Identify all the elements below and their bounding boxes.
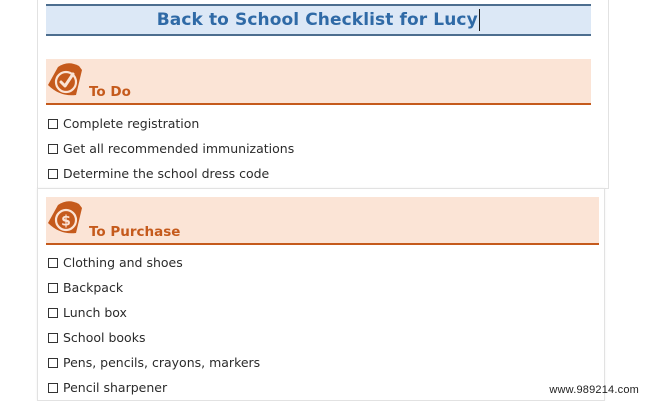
- checkbox[interactable]: [48, 258, 58, 268]
- item-label: Clothing and shoes: [63, 255, 183, 270]
- title-band[interactable]: [46, 4, 591, 36]
- list-item: [48, 161, 294, 186]
- list-item: [48, 325, 260, 350]
- list-item: [48, 136, 294, 161]
- checklist-page-top: [37, 0, 609, 189]
- list-item: [48, 350, 260, 375]
- checkbox[interactable]: [48, 358, 58, 368]
- checkbox[interactable]: [48, 333, 58, 343]
- to-purchase-list: [48, 250, 260, 400]
- checkbox[interactable]: [48, 308, 58, 318]
- item-label: Backpack: [63, 280, 124, 295]
- to-do-list: [48, 111, 294, 186]
- list-item: [48, 275, 260, 300]
- list-item: [48, 375, 260, 400]
- text-cursor: [479, 9, 481, 31]
- item-label: Determine the school dress code: [63, 166, 270, 181]
- watermark: www.989214.com: [549, 384, 639, 396]
- item-label: Pens, pencils, crayons, markers: [63, 355, 261, 370]
- section-title: To Do: [89, 84, 131, 100]
- checkbox[interactable]: [48, 283, 58, 293]
- list-item: [48, 111, 294, 136]
- section-title: To Purchase: [89, 224, 181, 240]
- checkbox[interactable]: [48, 169, 58, 179]
- checklist-page-bottom: [37, 188, 605, 401]
- checkbox[interactable]: [48, 119, 58, 129]
- checkbox[interactable]: [48, 383, 58, 393]
- section-header-to-purchase: [46, 197, 599, 245]
- list-item: [48, 250, 260, 275]
- document-title[interactable]: Back to School Checklist for Lucy: [156, 10, 478, 30]
- checkmark-circle-icon: [46, 61, 86, 101]
- svg-text:$: $: [61, 213, 71, 230]
- item-label: Pencil sharpener: [63, 380, 168, 395]
- checkbox[interactable]: [48, 144, 58, 154]
- dollar-circle-icon: [46, 199, 86, 239]
- list-item: [48, 300, 260, 325]
- item-label: Lunch box: [63, 305, 127, 320]
- item-label: Complete registration: [63, 116, 200, 131]
- item-label: Get all recommended immunizations: [63, 141, 295, 156]
- section-header-to-do: [46, 59, 591, 105]
- item-label: School books: [63, 330, 146, 345]
